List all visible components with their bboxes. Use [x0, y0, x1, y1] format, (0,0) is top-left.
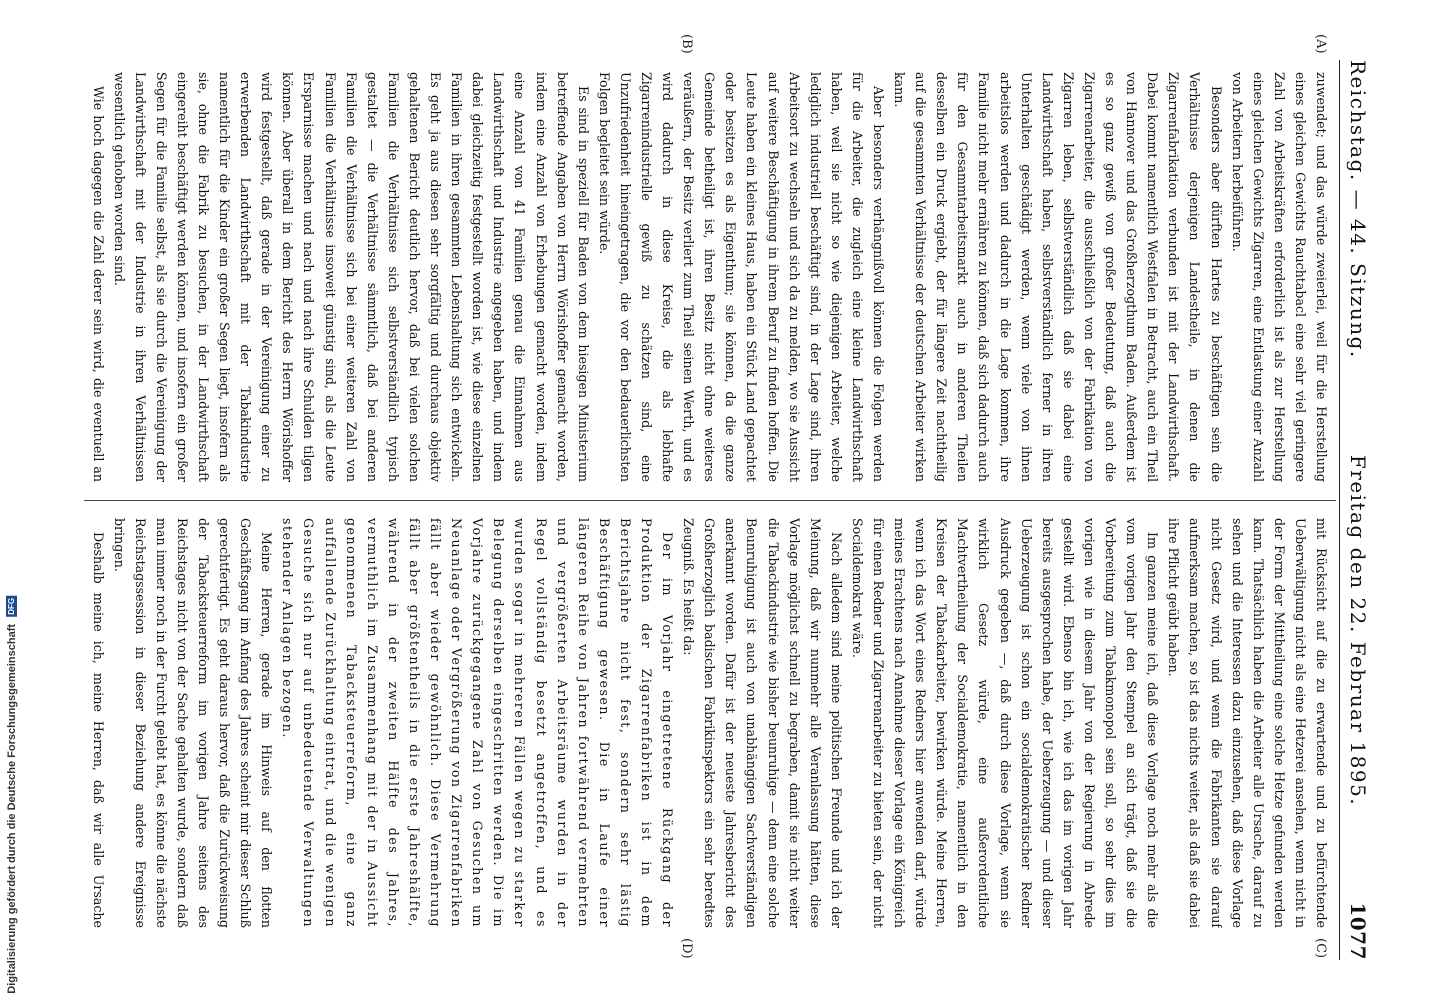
paragraph: Deshalb meine ich, meine Herren, daß wir alle Ursache	[90, 532, 106, 928]
text-column-right	[84, 518, 1332, 928]
page-number: 1077	[1346, 902, 1370, 960]
document-page	[54, 0, 1384, 1000]
digitization-credit	[6, 596, 18, 994]
header-session: Reichstag. — 44. Sitzung.	[1346, 60, 1370, 359]
column-divider	[84, 500, 1336, 501]
paragraph: Nach alledem sind meine politischen Freunde und ich der Meinung, daß wir nunmehr alle Veranlassung hätten, diese Vorlage möglichst schnell zu begraben, damit sie nicht weiter die Tabackindustrie wie bisher beunruhige — denn eine solche Beunruhigung ist auch von unabhängigen Sachverständigen anerkannt worden. Dafür ist der neueste Jahresbericht des Großherzoglich badischen Fabrikinspektors ein sehr beredtes Zeugniß. Es heißt da:	[681, 518, 844, 928]
paragraph: mit Rücksicht auf die zu erwartende und zu befürchtende Ueberwältigung nicht als eine Hetzerei ansehen, wenn nicht in der Form der Mittheilung eine solche Hetze gefunden werden kann. Thatsächlich haben die Arbeiter alle Ursache, darauf zu sehen und die Interessen dazu einzusehen, daß diese Vorlage nicht Gesetz wird, und wenn die Fabrikanten sie darauf aufmerksam machen, so ist das nichts weiter, als daß sie dabei ihre Pflicht geübt haben.	[1166, 518, 1329, 928]
header-date: Freitag den 22. Februar 1895.	[1346, 454, 1370, 807]
margin-marker-b: (B)	[679, 34, 694, 54]
margin-marker-c: (C)	[1313, 938, 1328, 959]
paragraph: Wie hoch dagegen die Zahl derer sein wird, die eventuell an	[90, 86, 106, 482]
paragraph: Besonders aber dürften Hartes zu beschäftigen sein die Verhältnisse derjenigen Landestheile, in denen die Zigarrenfabrikation verbunden ist mit der Landwirthschaft. Dabei kommt namentlich Westfalen in Betracht, auch ein Theil von Hannover und das Großherzogthum Baden. Außerdem ist es so ganz gewiß von großer Bedeutung, daß auch die Zigarrenarbeiter, die ausschließlich von der Fabrikation von Zigarren leben, selbstverständlich daß sie dabei eine Landwirthschaft haben, selbstverständlich ferner in ihren Unterhalten geschädigt werden, wenn viele von ihnen arbeitslos werden und dadurch in die Lage kommen, ihre Familie nicht mehr ernähren zu können, daß sich dadurch auch für den Gesammtarbeitsmarkt auch in anderen Theilen desselben ein Druck ergiebt, der für längere Zeit nachtheilig auf die gesammten Verhältnisse der deutschen Arbeiter wirken kann.	[892, 72, 1224, 482]
margin-marker-a: (A)	[1313, 34, 1328, 54]
credit-text: Digitalisierung gefördert durch die Deutsche Forschungsgemeinschaft	[6, 624, 18, 994]
text-column-left	[84, 72, 1332, 482]
quoted-report: Der im Vorjahr eingetretene Rückgang der Produktion der Zigarrenfabriken ist in dem Berichtsjahre nicht fest, sondern sehr lästig Beschäftigung gewesen. Die in Laufe einer längeren Reihe von Jahren fortwährend vermehrten und vergrößerten Arbeitsräume wurden in der Regel vollständig besetzt angetroffen, und es wurden sogar in mehreren Fällen wegen zu starker Belegung derselben eingeschritten werden. Die im Vorjahre zurückgegangene Zahl von Gesuchen um Neuanlage oder Vergrößerung von Zigarrenfabriken fällt aber wieder gewöhnlich. Diese Vermehrung fällt aber größtentheils in die erste Jahreshälfte, während in der zweiten Hälfte des Jahres, vermuthlich im Zusammenhang mit der in Aussicht genommenen Tabacksteuerreform, eine ganz auffallende Zurückhaltung eintrat, und die wenigen Gesuche sich nur auf unbedeutende Verwaltungen stehender Anlagen bezogen.	[280, 518, 676, 928]
paragraph: zuwendet; und das würde zweierlei, weil für die Herstellung eines gleichen Gewichts Rauchtabacl eine sehr viel geringere Zahl von Arbeitskräften erforderlich ist als zur Herstellung eines gleichen Gewichts Zigarren, eine Entlastung einer Anzahl von Arbeitern herbeiführen.	[1229, 72, 1329, 482]
margin-marker-d: (D)	[679, 938, 694, 959]
dfg-logo: DFG	[7, 598, 16, 616]
paragraph: Aber besonders verhängnißvoll können die Folgen werden für die Arbeiter, die zugleich eine kleine Landwirthschaft haben, weil sie nicht so wie diejenigen Arbeiter, welche lediglich industriell beschäftigt sind, in der Lage sind, ihren Arbeitsort zu wechseln und sich da zu melden, wo sie Aussicht auf weitere Beschäftigung in ihrem Beruf zu finden hoffen. Die Leute haben ein kleines Haus, haben ein Stück Land gepachtet oder besitzen es als Eigenthum; sie können, da die ganze Gemeinde betheiligt ist, ihren Besitz nicht ohne weiteres veräußern, der Besitz verliert zum Theil seinen Werth, und es wird dadurch in diese Kreise, die als lebhafte Zigarrenindustrielle gewiß zu schätzen sind, eine Unzufriedenheit hineingetragen, die vor den bedauerlichsten Folgen begleitet sein würde.	[596, 72, 887, 482]
page-header	[1339, 60, 1376, 960]
paragraph: Meine Herren, gerade im Hinweis auf den flotten Geschäftsgang im Anfang des Jahres scheint mir dieser Schluß gerechtfertigt. Es geht daraus hervor, daß die Zurückweisung der Tabacksteuerreform im vorigen Jahre seitens des Reichstages nicht von der Sache gehalten wurde, sondern daß man immer noch in der Furcht gelebt hat, es könne die nächste Reichstagssession in dieser Beziehung andere Ereignisse bringen.	[111, 518, 275, 928]
paragraph: Im ganzen meine ich, daß diese Vorlage noch mehr als die vom vorigen Jahr den Stempel an sich trägt, daß sie die Vorbereitung zum Tabakmonopol sein soll, so sehr dies im vorigen wie in diesem Jahr von der Regierung in Abrede gestellt wird. Ebenso bin ich, wie ich das im vorigen Jahr bereits ausgesprochen habe, der Ueberzeugung — und dieser Ueberzeugung ist schon ein socialdemokratischer Redner Ausdruck gegeben —, daß durch diese Vorlage, wenn sie wirklich Gesetz würde, eine außerordentliche Machtvertheilung der Socialdemokratie, namentlich in den Kreisen der Tabackarbeiter, bewirken würde. Meine Herren, wenn ich das Wort eines Redners hier anwenden darf, würde meines Erachtens nach Annahme dieser Vorlage ein Königreich für einen Redner und Zigarrenarbeiter zu bieten sein, der nicht Socialdemokrat wäre.	[849, 518, 1161, 928]
paragraph: Es sind in speziell für Baden von dem hiesigen Ministerium betreffende Angaben von Herrn Wörishoffer gemacht worden, indem eine Anzahl von Erhebungen gemacht worden, indem eine Anzahl von 41 Familien genau die Einnahmen aus Landwirthschaft und Industrie angegeben haben, und indem dabei gleichzeitig festgestellt worden ist, wie diese einzelnen Familien in ihren gesammten Lebenshaltung sich entwickeln. Es geht ja aus diesen sehr sorgfältig und durchaus objektiv gehaltenen Bericht deutlich hervor, daß bei vielen solchen Familien die Verhältnisse sich selbstverständlich typisch gestaltet — die Verhältnisse sämmtlich, daß bei anderen Familien die Verhältnisse sich bei einer weiteren Zahl von Familien die Verhältnisse insoweit günstig sind, als die Leute Ersparnisse machen und nach und nach ihre Schulden tilgen können. Aber überall in dem Bericht des Herrn Wörishoffer wird festgestellt, daß gerade in der Vereinigung einer zu erwerbenden Landwirthschaft mit der Tabakindustrie namentlich für die Kinder ein großer Segen liegt, insofern als sie, ohne die Fabrik zu besuchen, in der Landwirthschaft eingereiht beschäftigt werden können, und insofern ein großer Segen für die Familie selbst, als sie durch die Vereinigung der Landwirthschaft mit der Industrie in ihren Verhältnissen wesentlich gehoben worden sind.	[111, 72, 591, 482]
